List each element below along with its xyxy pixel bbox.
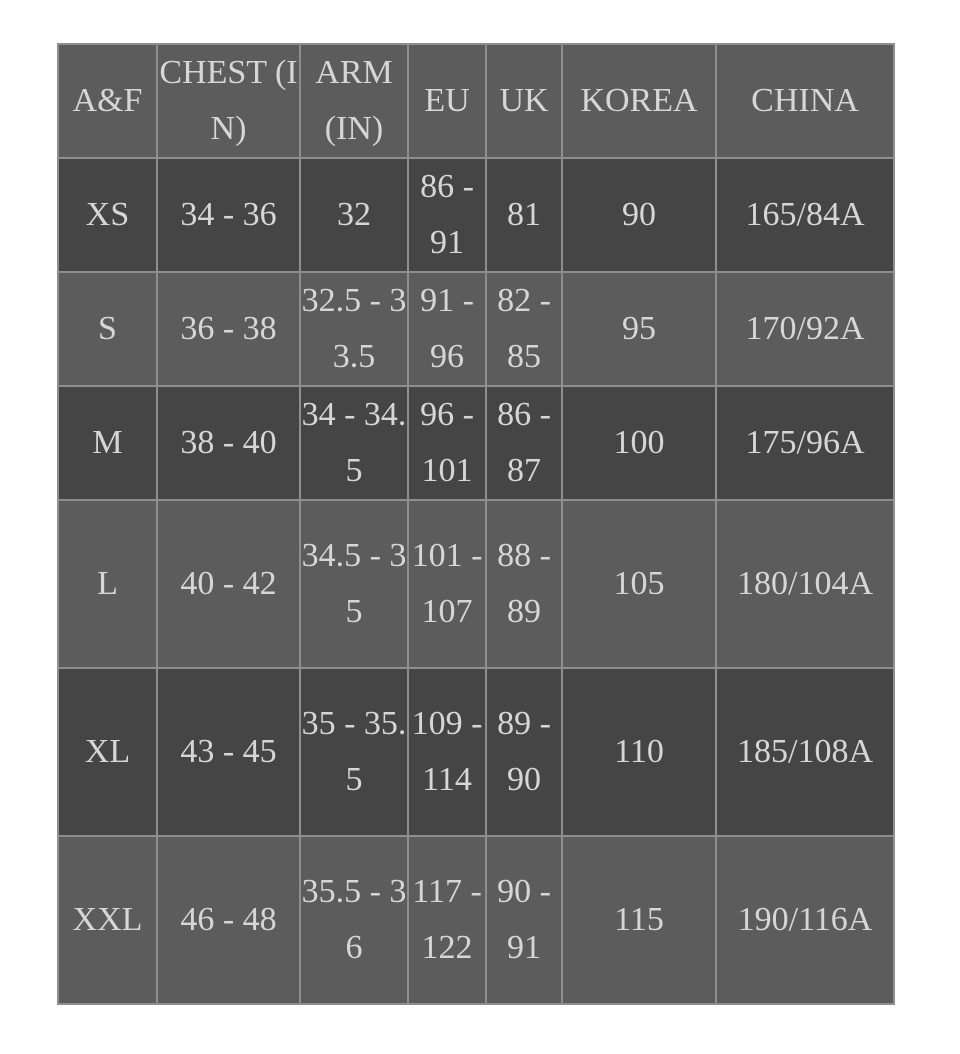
cell-af: L xyxy=(58,500,157,668)
cell-arm: 32 xyxy=(300,158,408,272)
cell-eu: 109 - 114 xyxy=(408,668,486,836)
header-china: CHINA xyxy=(716,44,894,158)
header-chest: CHEST (IN) xyxy=(157,44,300,158)
cell-af: XS xyxy=(58,158,157,272)
cell-china: 185/108A xyxy=(716,668,894,836)
cell-uk: 81 xyxy=(486,158,562,272)
cell-uk: 82 - 85 xyxy=(486,272,562,386)
cell-af: S xyxy=(58,272,157,386)
size-chart-table xyxy=(57,43,895,1005)
size-chart xyxy=(57,43,893,1005)
cell-korea: 115 xyxy=(562,836,716,1004)
cell-chest: 43 - 45 xyxy=(157,668,300,836)
cell-uk: 90 - 91 xyxy=(486,836,562,1004)
cell-arm: 34.5 - 35 xyxy=(300,500,408,668)
cell-arm: 34 - 34.5 xyxy=(300,386,408,500)
cell-eu: 117 - 122 xyxy=(408,836,486,1004)
cell-korea: 105 xyxy=(562,500,716,668)
cell-af: M xyxy=(58,386,157,500)
cell-korea: 90 xyxy=(562,158,716,272)
cell-china: 180/104A xyxy=(716,500,894,668)
cell-korea: 100 xyxy=(562,386,716,500)
header-af: A&F xyxy=(58,44,157,158)
cell-china: 165/84A xyxy=(716,158,894,272)
cell-arm: 35 - 35.5 xyxy=(300,668,408,836)
cell-uk: 88 - 89 xyxy=(486,500,562,668)
header-korea: KOREA xyxy=(562,44,716,158)
cell-af: XXL xyxy=(58,836,157,1004)
header-uk: UK xyxy=(486,44,562,158)
header-row xyxy=(58,44,894,158)
table-row xyxy=(58,386,894,500)
cell-eu: 86 - 91 xyxy=(408,158,486,272)
cell-china: 190/116A xyxy=(716,836,894,1004)
table-row xyxy=(58,836,894,1004)
cell-china: 170/92A xyxy=(716,272,894,386)
table-row xyxy=(58,158,894,272)
cell-eu: 101 - 107 xyxy=(408,500,486,668)
cell-uk: 86 - 87 xyxy=(486,386,562,500)
cell-af: XL xyxy=(58,668,157,836)
cell-korea: 110 xyxy=(562,668,716,836)
table-row xyxy=(58,500,894,668)
table-row xyxy=(58,668,894,836)
cell-eu: 91 - 96 xyxy=(408,272,486,386)
cell-korea: 95 xyxy=(562,272,716,386)
table-row xyxy=(58,272,894,386)
header-arm: ARM (IN) xyxy=(300,44,408,158)
cell-chest: 36 - 38 xyxy=(157,272,300,386)
cell-china: 175/96A xyxy=(716,386,894,500)
cell-chest: 40 - 42 xyxy=(157,500,300,668)
cell-chest: 38 - 40 xyxy=(157,386,300,500)
cell-arm: 32.5 - 33.5 xyxy=(300,272,408,386)
cell-eu: 96 - 101 xyxy=(408,386,486,500)
cell-arm: 35.5 - 36 xyxy=(300,836,408,1004)
cell-uk: 89 - 90 xyxy=(486,668,562,836)
cell-chest: 34 - 36 xyxy=(157,158,300,272)
header-eu: EU xyxy=(408,44,486,158)
cell-chest: 46 - 48 xyxy=(157,836,300,1004)
